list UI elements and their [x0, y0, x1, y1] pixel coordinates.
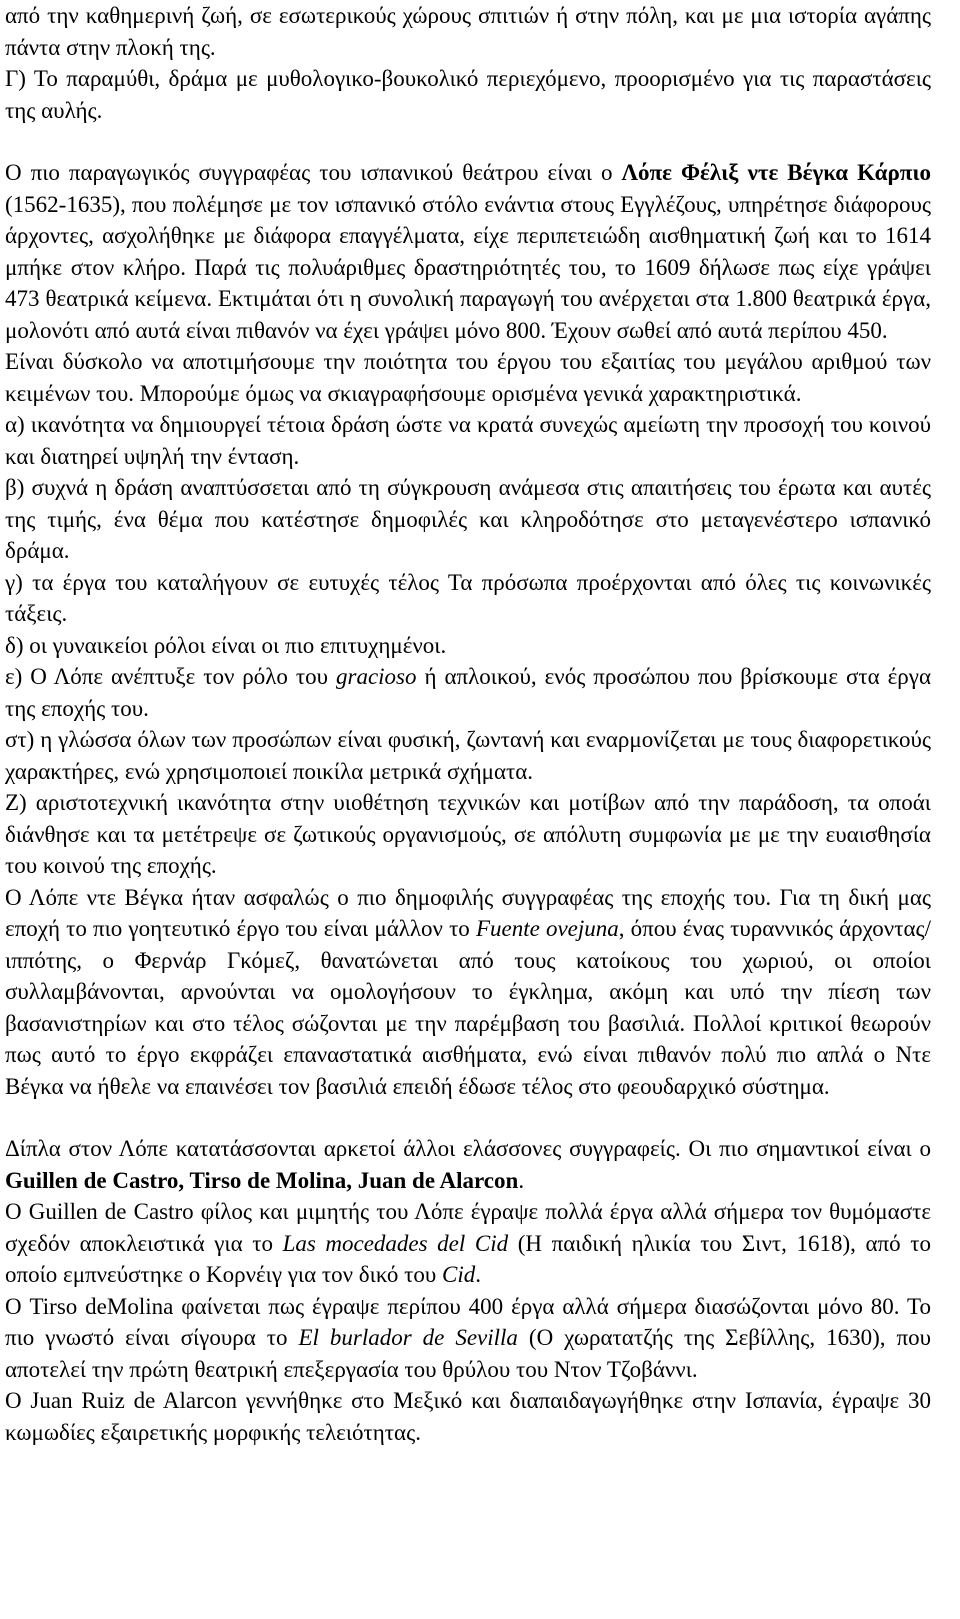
paragraph [5, 724, 931, 787]
paragraph-text: Είναι δύσκολο να αποτιμήσουμε την ποιότητα του έργου του εξαιτίας του μεγάλου αριθμού των κειμένων του. Μπορούμε όμως να σκιαγραφήσουμε ορισμένα γενικά χαρακτηριστικά. [5, 349, 931, 406]
paragraph-text: α) ικανότητα να δημιουργεί τέτοια δράση ώστε να κρατά συνεχώς αμείωτη την προσοχή του κοινού και διατηρεί υψηλή την ένταση. [5, 412, 931, 469]
paragraph [5, 882, 931, 1103]
paragraph [5, 472, 931, 567]
paragraph-text: . [518, 1167, 525, 1193]
paragraph-text: Ο Juan Ruiz de Alarcon γεννήθηκε στο Μεξικό και διαπαιδαγωγήθηκε στην Ισπανία, έγραψε 30 κωμωδίες εξαιρετικής μορφικής τελειότητας. [5, 1388, 931, 1445]
paragraph [5, 1385, 931, 1448]
paragraph-text: (1562-1635), που πολέμησε με τον ισπανικό στόλο ενάντια στους Εγγλέζους, υπηρέτησε διάφορους άρχοντες, ασχολήθηκε με διάφορα επαγγέλματα, είχε περιπετειώδη αισθηματική ζωή και το 1614 μπήκε στον κλήρο. Παρά τις πολυάριθμες δραστηριότητές του, το 1609 δήλωσε πως είχε γράψει 473 θεατρικά κείμενα. Εκτιμάται ότι η συνολική παραγωγή του ανέρχεται στα 1.800 θεατρικά έργα, μολονότι από αυτά είναι πιθανόν να έχει γράψει μόνο 800. Έχουν σωθεί από αυτά περίπου 450. [5, 191, 931, 343]
italic-title: Las mocedades del Cid [282, 1230, 509, 1256]
bold-text: Guillen de Castro, Tirso de Molina, Juan de Alarcon [5, 1167, 519, 1193]
bold-text: Λόπε Φέλιξ ντε Βέγκα Κάρπιο [621, 160, 931, 185]
paragraph-text: Ο Guillen de Castro φίλος και μιμητής του Λόπε έγραψε πολλά έργα αλλά σήμερα τον θυμόμαστε σχεδόν αποκλειστικά για το [5, 1199, 931, 1256]
paragraph [5, 661, 931, 724]
italic-title: Fuente ovejuna [475, 916, 619, 941]
paragraph-text: Γ) Το παραμύθι, δράμα με μυθολογικο-βουκολικό περιεχόμενο, προορισμένο για τις παραστάσεις της αυλής. [5, 66, 931, 123]
paragraph [5, 1291, 931, 1386]
paragraph-text: , όπου ένας τυραννικός άρχοντας/ιππότης, ο Φερνάρ Γκόμεζ, θανατώνεται από τους κατοίκους του χωριού, οι οποίοι συλλαμβάνονται, αρνούνται να ομολογήσουν το έγκλημα, ακόμη και υπό την πίεση των βασανιστηρίων και στο τέλος σώζονται με την παρέμβαση του βασιλιά. Πολλοί κριτικοί θεωρούν πως αυτό το έργο εκφράζει επαναστατικά αισθήματα, ενώ είναι πιθανόν πολύ πιο απλά ο Ντε Βέγκα να ήθελε να επαινέσει τον βασιλιά επειδή έδωσε τέλος στο φεουδαρχικό σύστημα. [5, 916, 931, 1099]
paragraph [5, 787, 931, 882]
paragraph [5, 1133, 931, 1196]
paragraph-spacer [5, 1102, 931, 1133]
paragraph-text: (Η παιδική ηλικία του Σιντ, 1618), από το οποίο εμπνεύστηκε ο Κορνέιγ για τον δικό του [5, 1230, 931, 1287]
paragraph-text: ή απλοικού, ενός προσώπου που βρίσκουμε στα έργα της εποχής του. [5, 664, 931, 721]
document-page [5, 0, 931, 1448]
paragraph-text: Ο Λόπε ντε Βέγκα ήταν ασφαλώς ο πιο δημοφιλής συγγραφέας της εποχής του. Για τη δική μας εποχή το πιο γοητευτικό έργο του είναι μάλλον το [5, 884, 931, 941]
paragraph [5, 346, 931, 409]
italic-title: Cid [442, 1262, 476, 1287]
paragraph [5, 409, 931, 472]
paragraph-text: δ) οι γυναικείοι ρόλοι είναι οι πιο επιτυχημένοι. [5, 632, 447, 658]
paragraph-text: στ) η γλώσσα όλων των προσώπων είναι φυσική, ζωντανή και εναρμονίζεται με τους διαφορετικούς χαρακτήρες, ενώ χρησιμοποιεί ποικίλα μετρικά σχήματα. [5, 727, 931, 784]
paragraph-text: γ) τα έργα του καταλήγουν σε ευτυχές τέλος Τα πρόσωπα προέρχονται από όλες τις κοινωνικές τάξεις. [5, 569, 931, 626]
paragraph-text: β) συχνά η δράση αναπτύσσεται από τη σύγκρουση ανάμεσα στις απαιτήσεις του έρωτα και αυτές της τιμής, ένα θέμα που κατέστησε δημοφιλές και κληροδότησε στο μεταγενέστερο ισπανικό δράμα. [5, 475, 931, 563]
italic-title: gracioso [336, 664, 417, 689]
paragraph [5, 630, 931, 662]
italic-title: El burlador de Sevilla [298, 1325, 518, 1350]
paragraph [5, 63, 931, 126]
paragraph [5, 157, 931, 346]
paragraph-text: Δίπλα στον Λόπε κατατάσσονται αρκετοί άλλοι ελάσσονες συγγραφείς. Οι πιο σημαντικοί είναι ο [5, 1136, 931, 1161]
paragraph-spacer [5, 126, 931, 157]
paragraph [5, 0, 931, 63]
paragraph-text: Ζ) αριστοτεχνική ικανότητα στην υιοθέτηση τεχνικών και μοτίβων από την παράδοση, τα οποάι διάνθησε και τα μετέτρεψε σε ζωτικούς οργανισμούς, σε απόλυτη συμφωνία με με την ευαισθησία του κοινού της εποχής. [5, 790, 931, 878]
paragraph-text: Ο πιο παραγωγικός συγγραφέας του ισπανικού θεάτρου είναι ο [5, 160, 622, 185]
paragraph [5, 1196, 931, 1291]
paragraph-text: ε) Ο Λόπε ανέπτυξε τον ρόλο του [5, 664, 336, 689]
paragraph-text: από την καθημερινή ζωή, σε εσωτερικούς χώρους σπιτιών ή στην πόλη, και με μια ιστορία αγάπης πάντα στην πλοκή της. [5, 3, 931, 60]
paragraph [5, 567, 931, 630]
paragraph-text: (Ο χωρατατζής της Σεβίλλης, 1630), που αποτελεί την πρώτη θεατρική επεξεργασία του θρύλου του Ντον Τζοβάννι. [5, 1325, 931, 1382]
paragraph-text: Ο Tirso deMolina φαίνεται πως έγραψε περίπου 400 έργα αλλά σήμερα διασώζονται μόνο 80. Το πιο γνωστό είναι σίγουρα το [5, 1293, 931, 1350]
paragraph-text: . [475, 1262, 482, 1287]
